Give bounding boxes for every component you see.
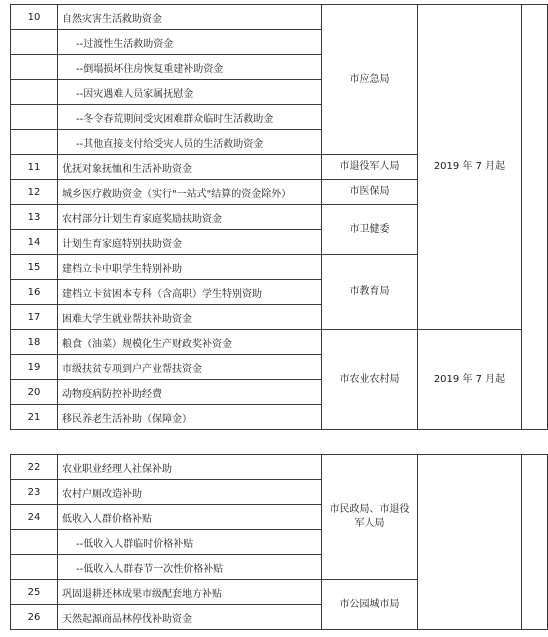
department-cell: 市医保局 <box>322 180 418 205</box>
table-row <box>11 5 548 30</box>
page-break <box>0 447 548 453</box>
table-row <box>11 330 548 355</box>
row-number <box>11 105 58 130</box>
item-name: --冬令春荒期间受灾困难群众临时生活救助金 <box>58 105 322 130</box>
item-name: 农村部分计划生育家庭奖励扶助资金 <box>58 205 322 230</box>
row-number: 14 <box>11 230 58 255</box>
row-number: 25 <box>11 580 58 605</box>
row-number: 26 <box>11 605 58 630</box>
row-number <box>11 530 58 555</box>
item-name: 自然灾害生活救助资金 <box>58 5 322 30</box>
row-number: 20 <box>11 380 58 405</box>
item-name: 动物疫病防控补助经费 <box>58 380 322 405</box>
item-name: 低收入人群价格补贴 <box>58 505 322 530</box>
department-cell: 市退役军人局 <box>322 155 418 180</box>
item-name: 天然起源商品林停伐补助资金 <box>58 605 322 630</box>
item-name: 粮食（油菜）规模化生产财政奖补资金 <box>58 330 322 355</box>
item-name: --低收入人群春节一次性价格补贴 <box>58 555 322 580</box>
item-name: --因灾遇难人员家属抚慰金 <box>58 80 322 105</box>
item-name: 巩固退耕还林成果市级配套地方补贴 <box>58 580 322 605</box>
row-number <box>11 30 58 55</box>
item-name: --倒塌损坏住房恢复重建补助资金 <box>58 55 322 80</box>
row-number: 16 <box>11 280 58 305</box>
row-number <box>11 55 58 80</box>
item-name: --其他直接支付给受灾人员的生活救助资金 <box>58 130 322 155</box>
department-cell: 市民政局、市退役军人局 <box>322 455 418 580</box>
item-name: 农村户厕改造补助 <box>58 480 322 505</box>
row-number <box>11 80 58 105</box>
row-number <box>11 130 58 155</box>
item-name: --低收入人群临时价格补贴 <box>58 530 322 555</box>
row-number: 10 <box>11 5 58 30</box>
row-number: 23 <box>11 480 58 505</box>
item-name: 移民养老生活补助（保障金） <box>58 405 322 430</box>
row-number: 12 <box>11 180 58 205</box>
row-number: 13 <box>11 205 58 230</box>
row-number <box>11 555 58 580</box>
row-number: 21 <box>11 405 58 430</box>
row-number: 17 <box>11 305 58 330</box>
item-name: 市级扶贫专项到户产业帮扶资金 <box>58 355 322 380</box>
item-name: 优抚对象抚恤和生活补助资金 <box>58 155 322 180</box>
item-name: 城乡医疗救助资金（实行"一站式"结算的资金除外） <box>58 180 322 205</box>
row-number: 18 <box>11 330 58 355</box>
table-row <box>11 455 548 480</box>
row-number: 22 <box>11 455 58 480</box>
item-name: 建档立卡贫困本专科（含高职）学生特别资助 <box>58 280 322 305</box>
effective-time-cell: 2019 年 7 月起 <box>418 330 522 430</box>
department-cell: 市教育局 <box>322 255 418 330</box>
item-name: 困难大学生就业帮扶补助资金 <box>58 305 322 330</box>
remark-cell <box>522 455 548 630</box>
item-name: --过渡性生活救助资金 <box>58 30 322 55</box>
remark-cell <box>522 5 548 430</box>
row-number: 19 <box>11 355 58 380</box>
row-number: 11 <box>11 155 58 180</box>
department-cell: 市农业农村局 <box>322 330 418 430</box>
department-cell: 市卫健委 <box>322 205 418 255</box>
item-name: 建档立卡中职学生特别补助 <box>58 255 322 280</box>
department-cell: 市公园城市局 <box>322 580 418 630</box>
subsidy-table-part-2 <box>10 454 548 630</box>
effective-time-cell: 2019 年 7 月起 <box>418 5 522 330</box>
item-name: 计划生育家庭特别扶助资金 <box>58 230 322 255</box>
effective-time-cell <box>418 455 522 630</box>
subsidy-table-part-1 <box>10 4 548 430</box>
department-cell: 市应急局 <box>322 5 418 155</box>
item-name: 农业职业经理人社保补助 <box>58 455 322 480</box>
row-number: 15 <box>11 255 58 280</box>
row-number: 24 <box>11 505 58 530</box>
